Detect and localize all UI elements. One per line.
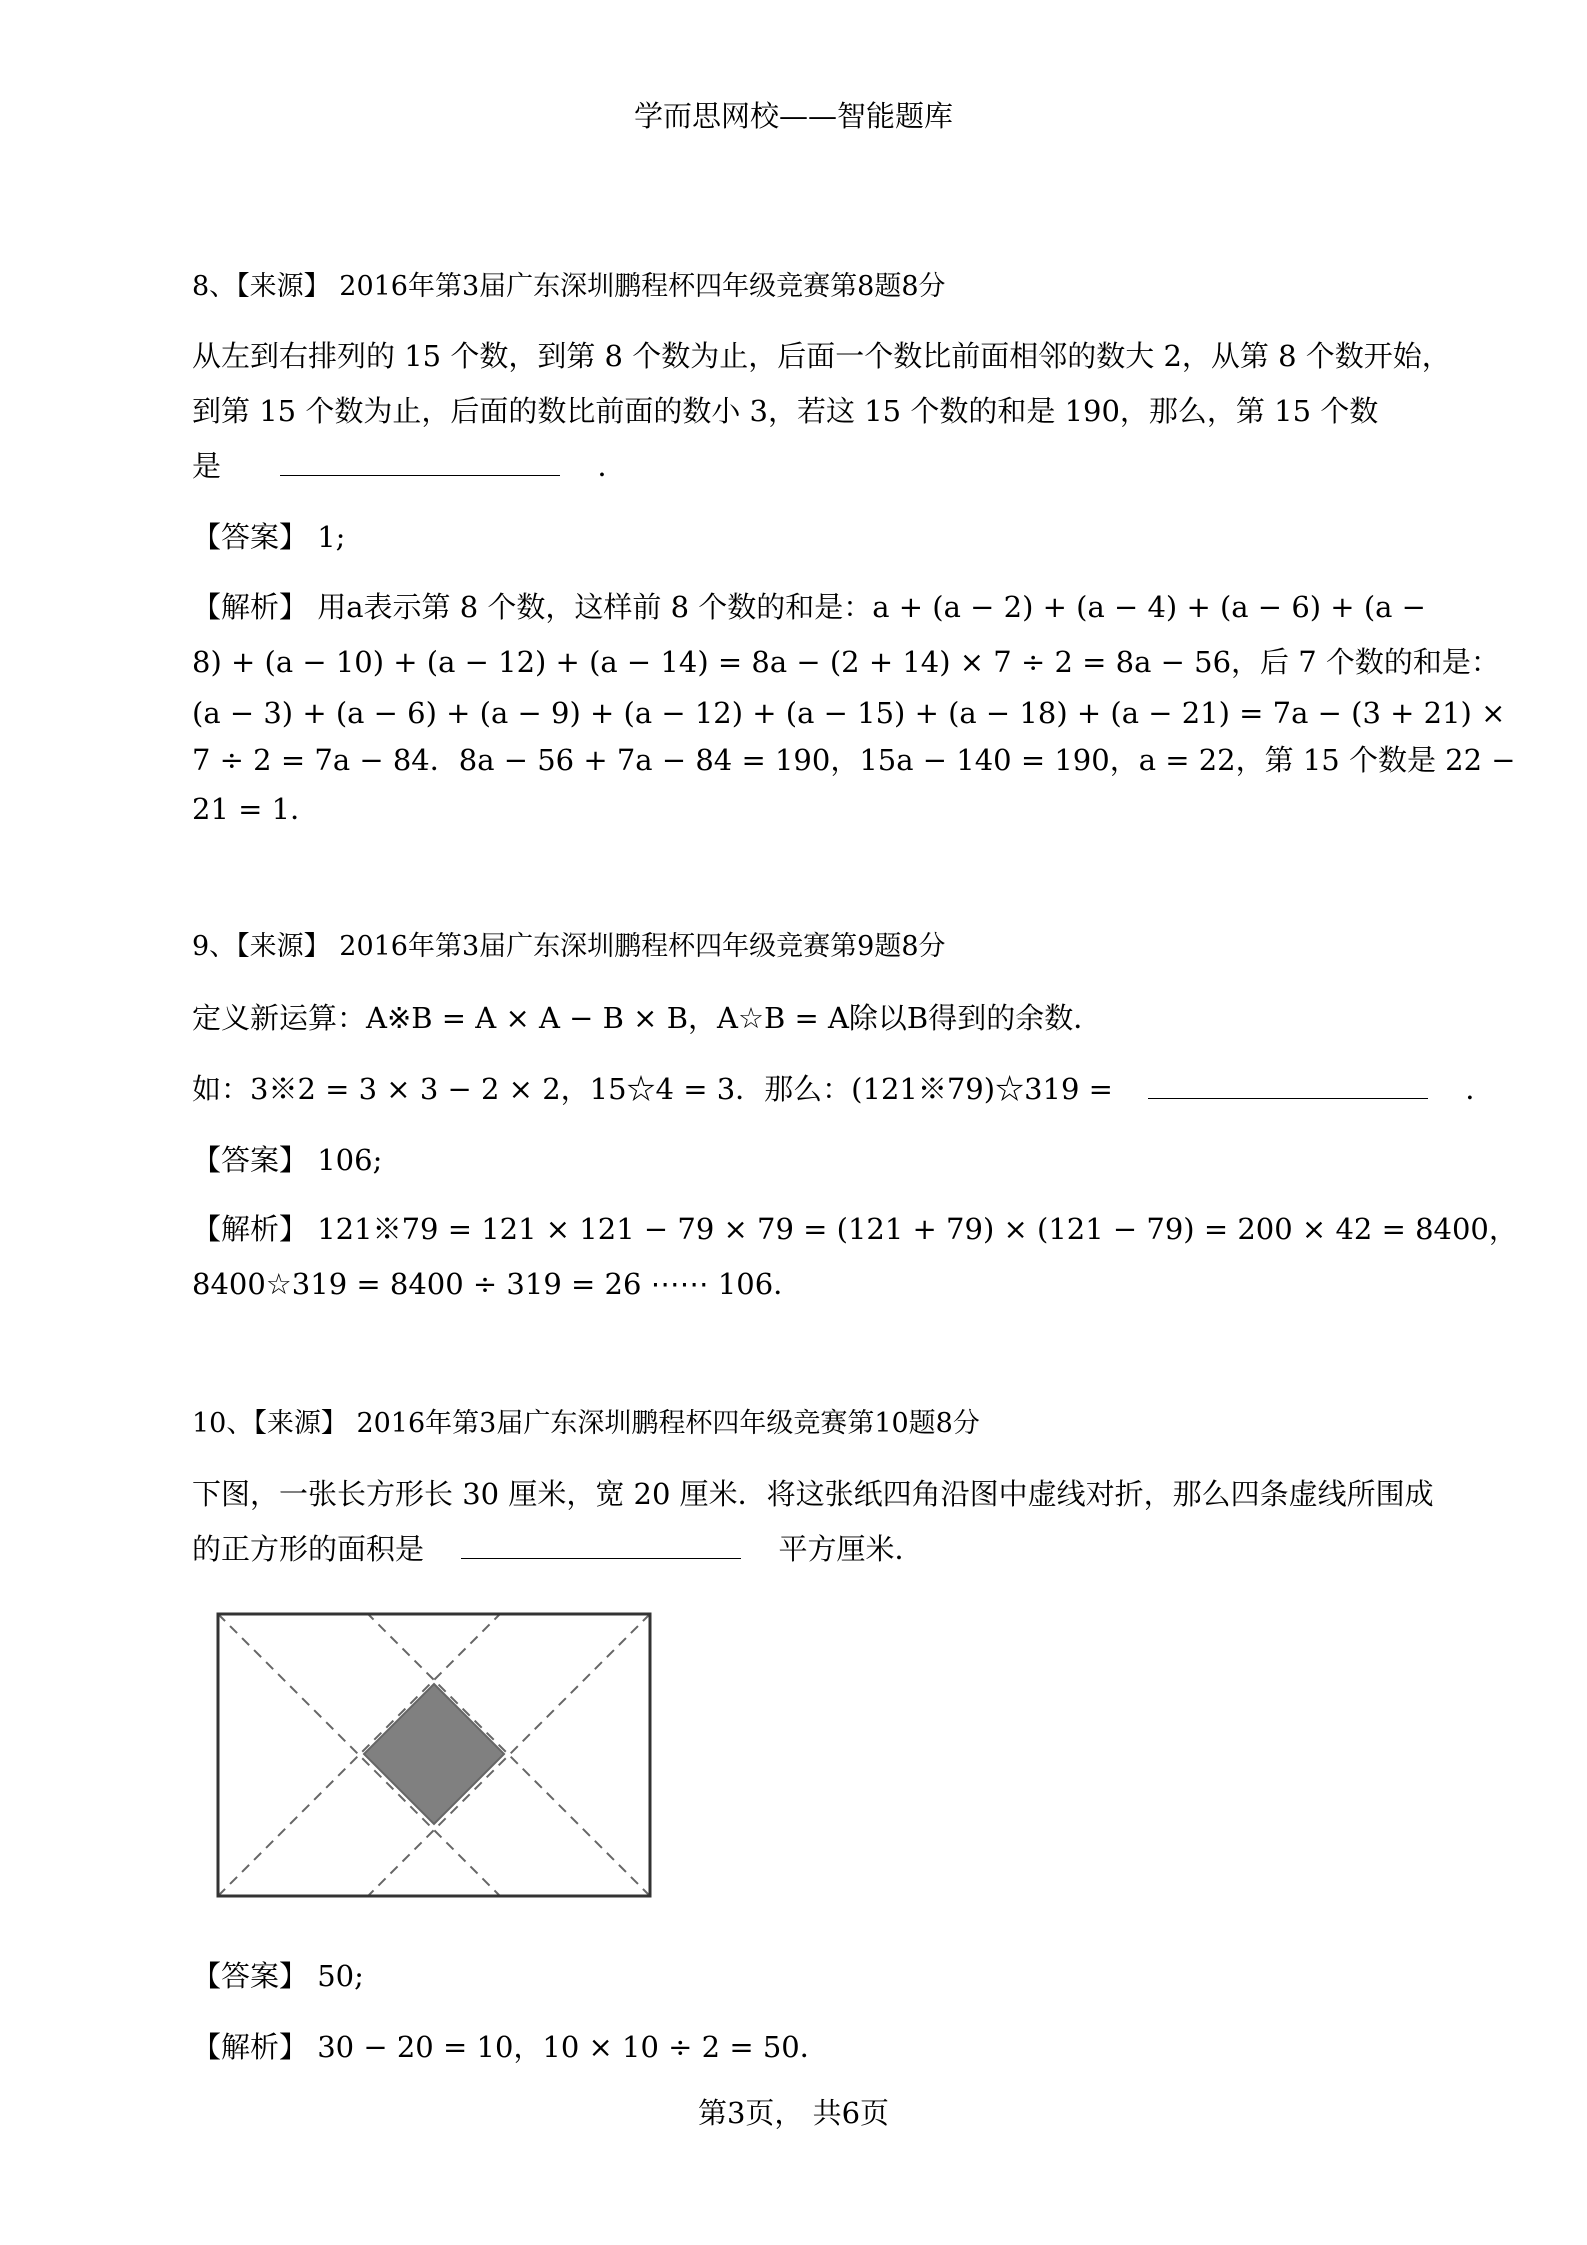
q8-line-1: 从左到右排列的 15 个数，到第 8 个数为止，后面一个数比前面相邻的数大 2，从第 8 个数开始， [192, 339, 1451, 373]
q8-source: 8、【来源】 2016年第3届广东深圳鹏程杯四年级竞赛第8题8分 [192, 271, 946, 302]
q9-explanation-1: 【解析】 121※79 = 121 × 121 − 79 × 79 = (121 + 79) × (121 − 79) = 200 × 42 = 8400， [192, 1212, 1518, 1246]
q9-answer-blank[interactable] [1148, 1097, 1428, 1099]
q9-line-2-prefix: 如：3※2 = 3 × 3 − 2 × 2，15☆4 = 3．那么：(121※79)☆319 = [192, 1072, 1113, 1106]
q8-answer: 【答案】 1; [192, 520, 346, 554]
folded-rectangle-figure [216, 1612, 652, 1898]
q10-line-2 [192, 1527, 923, 1568]
q8-answer-blank[interactable] [280, 474, 560, 476]
q9-line-2 [192, 1067, 1494, 1108]
q8-explanation-5: 21 = 1． [192, 792, 320, 826]
q8-line-3-prefix: 是 [192, 449, 222, 483]
q9-explanation-2: 8400☆319 = 8400 ÷ 319 = 26 ⋯⋯ 106． [192, 1267, 803, 1301]
q9-line-2-suffix: ． [1465, 1072, 1495, 1106]
q10-answer-blank[interactable] [461, 1557, 741, 1559]
q8-explanation-3: (a − 3) + (a − 6) + (a − 9) + (a − 12) + (a − 15) + (a − 18) + (a − 21) = 7a − (3 + 21) × [192, 696, 1506, 730]
q8-explanation-4: 7 ÷ 2 = 7a − 84．8a − 56 + 7a − 84 = 190，15a − 140 = 190，a = 22，第 15 个数是 22 − [192, 743, 1516, 777]
q8-line-3-suffix: ． [597, 449, 627, 483]
q9-line-1: 定义新运算：A※B = A × A − B × B，A☆B = A除以B得到的余数． [192, 1001, 1103, 1035]
q10-line-2-suffix: 平方厘米． [778, 1532, 924, 1566]
q10-source: 10、【来源】 2016年第3届广东深圳鹏程杯四年级竞赛第10题8分 [192, 1408, 980, 1439]
q8-explanation-2: 8) + (a − 10) + (a − 12) + (a − 14) = 8a − (2 + 14) × 7 ÷ 2 = 8a − 56，后 7 个数的和是： [192, 645, 1500, 679]
q10-answer: 【答案】 50; [192, 1959, 364, 1993]
page-header: 学而思网校——智能题库 [633, 99, 953, 133]
q9-source: 9、【来源】 2016年第3届广东深圳鹏程杯四年级竞赛第9题8分 [192, 931, 946, 962]
q8-line-3 [192, 444, 626, 485]
page-footer: 第3页， 共6页 [697, 2096, 890, 2130]
q10-line-2-prefix: 的正方形的面积是 [192, 1532, 425, 1566]
q10-explanation-1: 【解析】 30 − 20 = 10，10 × 10 ÷ 2 = 50． [192, 2030, 829, 2064]
q8-line-2: 到第 15 个数为止，后面的数比前面的数小 3，若这 15 个数的和是 190，那么，第 15 个数 [192, 394, 1379, 428]
q8-explanation-1: 【解析】 用a表示第 8 个数，这样前 8 个数的和是：a + (a − 2) + (a − 4) + (a − 6) + (a − [192, 590, 1426, 624]
q10-line-1: 下图，一张长方形长 30 厘米，宽 20 厘米．将这张纸四角沿图中虚线对折，那么四条虚线所围成 [192, 1477, 1434, 1511]
shaded-square [364, 1684, 504, 1824]
q9-answer: 【答案】 106; [192, 1143, 383, 1177]
